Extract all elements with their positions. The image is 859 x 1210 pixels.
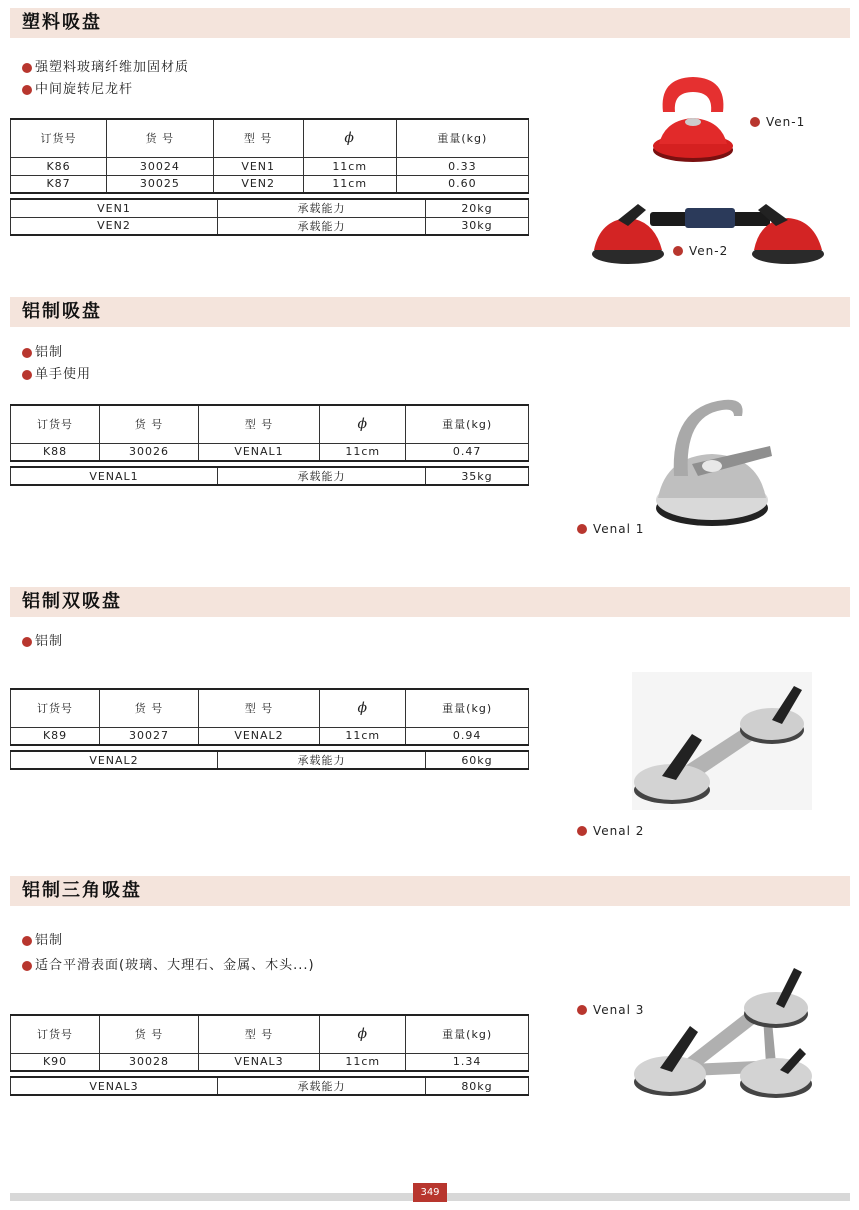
header-model: 型 号 <box>198 689 319 727</box>
header-order-no: 订货号 <box>11 405 100 443</box>
spec-table <box>10 688 529 746</box>
header-order-no: 订货号 <box>11 119 107 157</box>
header-item-no: 货 号 <box>100 1015 199 1053</box>
feature-list <box>22 930 315 977</box>
bullet-icon <box>577 524 587 534</box>
table-row: VEN1 承载能力 20kg <box>11 199 529 217</box>
header-diameter: ϕ <box>303 119 396 157</box>
table-row: VENAL3 承载能力 80kg <box>11 1077 529 1095</box>
bullet-icon <box>577 826 587 836</box>
bullet-icon <box>22 370 32 380</box>
table-row: K87 30025 VEN2 11cm 0.60 <box>11 175 529 193</box>
header-weight: 重量(kg) <box>396 119 528 157</box>
header-item-no: 货 号 <box>100 405 199 443</box>
table-row: K89 30027 VENAL2 11cm 0.94 <box>11 727 529 745</box>
feature-item: 单手使用 <box>22 364 91 386</box>
image-label: Ven-1 <box>750 115 805 129</box>
header-diameter: ϕ <box>320 405 406 443</box>
image-label: Ven-2 <box>673 244 728 258</box>
image-label: Venal 1 <box>577 522 644 536</box>
section-title: 铝制吸盘 <box>10 297 850 327</box>
table-row: VENAL2 承载能力 60kg <box>11 751 529 769</box>
feature-item: 中间旋转尼龙杆 <box>22 79 189 101</box>
header-order-no: 订货号 <box>11 1015 100 1053</box>
product-image-venal1 <box>652 396 782 531</box>
bullet-icon <box>22 961 32 971</box>
header-weight: 重量(kg) <box>406 689 529 727</box>
feature-list <box>22 631 63 653</box>
capacity-table <box>10 750 529 770</box>
feature-item: 铝制 <box>22 631 63 653</box>
capacity-table <box>10 198 529 236</box>
page-number: 349 <box>413 1183 447 1202</box>
header-diameter: ϕ <box>320 689 406 727</box>
header-weight: 重量(kg) <box>406 405 529 443</box>
bullet-icon <box>22 63 32 73</box>
capacity-table <box>10 466 529 486</box>
table-row: K86 30024 VEN1 11cm 0.33 <box>11 157 529 175</box>
header-order-no: 订货号 <box>11 689 100 727</box>
feature-item: 铝制 <box>22 930 315 952</box>
header-model: 型 号 <box>198 405 319 443</box>
feature-list <box>22 57 189 101</box>
bullet-icon <box>750 117 760 127</box>
feature-item: 适合平滑表面(玻璃、大理石、金属、木头...) <box>22 955 315 977</box>
product-image-ven1 <box>645 72 745 167</box>
bullet-icon <box>22 85 32 95</box>
header-model: 型 号 <box>198 1015 319 1053</box>
table-row: K88 30026 VENAL1 11cm 0.47 <box>11 443 529 461</box>
product-image-venal2 <box>632 672 812 810</box>
header-model: 型 号 <box>213 119 303 157</box>
feature-list <box>22 342 91 386</box>
section-title: 铝制三角吸盘 <box>10 876 850 906</box>
feature-item: 强塑料玻璃纤维加固材质 <box>22 57 189 79</box>
section-title: 铝制双吸盘 <box>10 587 850 617</box>
header-item-no: 货 号 <box>100 689 199 727</box>
table-row: VEN2 承载能力 30kg <box>11 217 529 235</box>
header-weight: 重量(kg) <box>406 1015 529 1053</box>
feature-item: 铝制 <box>22 342 91 364</box>
bullet-icon <box>22 348 32 358</box>
spec-table <box>10 1014 529 1072</box>
bullet-icon <box>673 246 683 256</box>
product-image-venal3 <box>630 960 822 1100</box>
table-row: VENAL1 承载能力 35kg <box>11 467 529 485</box>
table-row: K90 30028 VENAL3 11cm 1.34 <box>11 1053 529 1071</box>
capacity-table <box>10 1076 529 1096</box>
image-label: Venal 2 <box>577 824 644 838</box>
header-item-no: 货 号 <box>107 119 214 157</box>
spec-table <box>10 404 529 462</box>
spec-table <box>10 118 529 194</box>
image-label: Venal 3 <box>577 1003 644 1017</box>
section-title: 塑料吸盘 <box>10 8 850 38</box>
bullet-icon <box>22 637 32 647</box>
bullet-icon <box>22 936 32 946</box>
bullet-icon <box>577 1005 587 1015</box>
header-diameter: ϕ <box>320 1015 406 1053</box>
